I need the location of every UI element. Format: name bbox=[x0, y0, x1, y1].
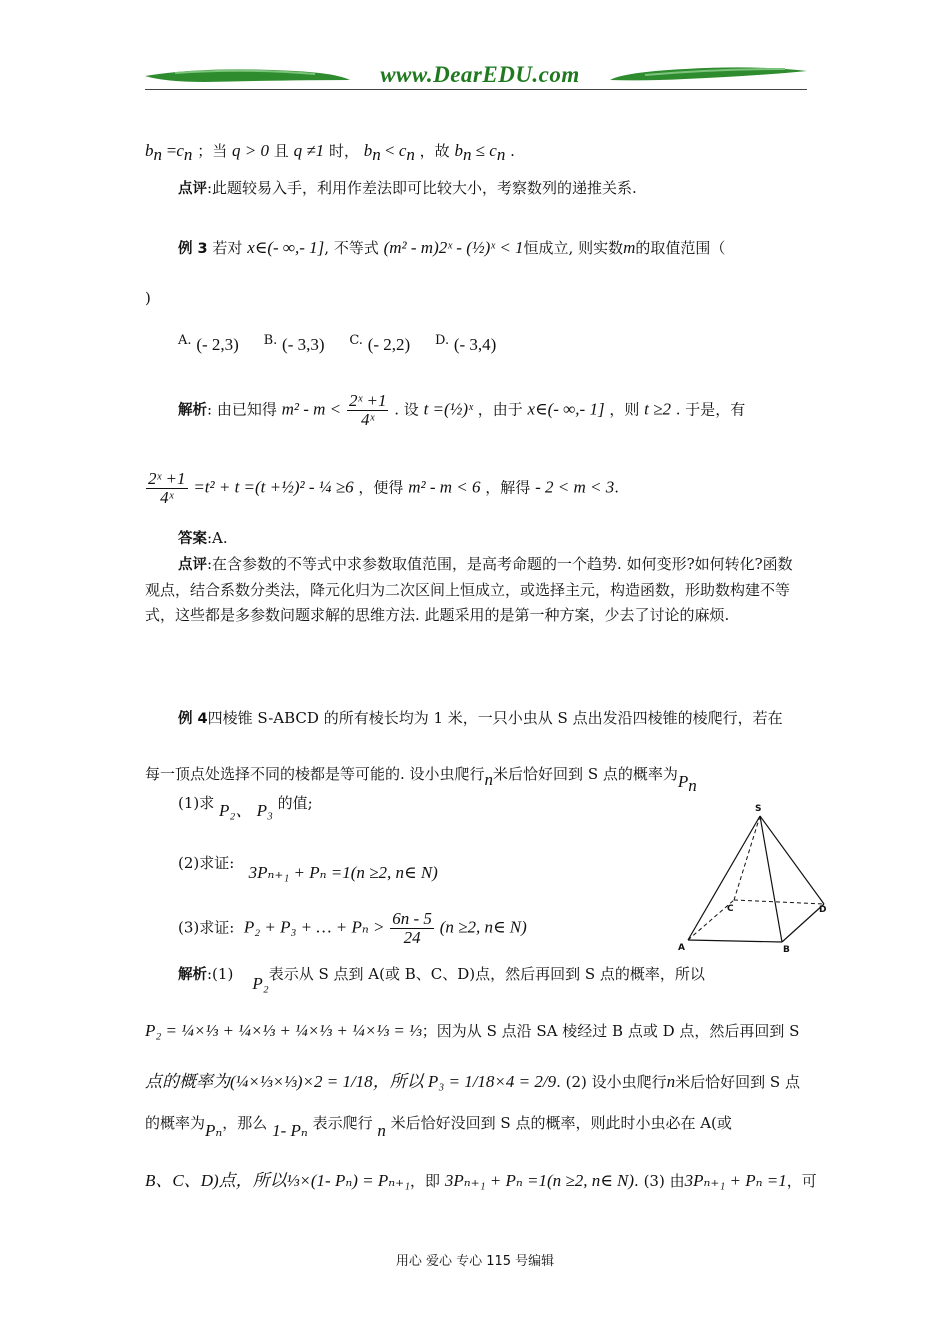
answer-3: 答案:A. bbox=[178, 529, 228, 547]
fraction: $\frac{\text{2ˣ +1}}{\text{4ˣ}}$ bbox=[348, 391, 387, 429]
edge-cd bbox=[734, 900, 824, 904]
example-4-line-1: 例 4四棱锥 S-ABCD 的所有棱长均为 1 米，一只小虫从 S 点出发沿四棱锥的棱爬行，若在 bbox=[178, 709, 783, 727]
comment-3: 点评:在含参数的不等式中求参数取值范围，是高考命题的一个趋势. 如何变形?如何转化?函数观点，结合系数分类法，降元化归为二次区间上恒成立，或选择主元，构造函数，形助数构建不等式，这些都是多参数问题求解的思维方法. 此题采用的是第一种方案，少去了讨论的麻烦. bbox=[145, 555, 793, 624]
edge-sd bbox=[760, 816, 824, 904]
header-rule bbox=[145, 89, 807, 90]
edge-sc bbox=[734, 816, 760, 900]
fraction: $\frac{6n - 5}{24}$ bbox=[392, 909, 432, 947]
label-s: S bbox=[755, 804, 762, 814]
intro-line: $b_n =c_n$ ；当 q > 0 且 q ≠1 时， $b_n < c_n$ ，故 $b_n \le c_n$ . bbox=[145, 141, 515, 164]
label-b: B bbox=[783, 945, 790, 955]
option-c: C. (- 2,2) bbox=[349, 333, 411, 354]
example-3-close: ) bbox=[145, 289, 151, 307]
page-footer: 用心 爱心 专心 115 号编辑 bbox=[395, 1254, 555, 1269]
option-d: D. (- 3,4) bbox=[434, 333, 497, 354]
solution-4-line-3: 点的概率为(¼×⅓×⅓)×2 = 1/18，所以 P₃ = 1/18×4 = 2/9. (2) 设小虫爬行n米后恰好回到 S 点 bbox=[145, 1072, 800, 1091]
label-d: D bbox=[819, 905, 826, 915]
question-1: (1)求 P₂、 P₃ 的值; bbox=[178, 794, 313, 820]
site-title: www.DearEDU.com bbox=[380, 62, 580, 87]
edge-sb bbox=[760, 816, 782, 942]
question-2: (2)求证: 3Pₙ₊₁ + Pₙ =1(n ≥2, n∈ N) bbox=[178, 854, 438, 882]
solution-4-line-5: B、C、D)点，所以⅓×(1- Pₙ) = Pₙ₊₁，即 3Pₙ₊₁ + Pₙ =1(n ≥2, n∈ N). (3) 由3Pₙ₊₁ + Pₙ =1，可 bbox=[145, 1171, 817, 1190]
fraction: $\frac{\text{2ˣ +1}}{\text{4ˣ}}$ bbox=[148, 469, 186, 507]
pyramid-figure bbox=[676, 800, 826, 955]
solution-3-line-1: 解析: 由已知得 m² - m < $\frac{\text{2ˣ +1}}{\text{4ˣ}}$ . 设 t =(½)ˣ ，由于 x∈(- ∞,- 1] ，则 t ≥2 . 于是，有 bbox=[178, 391, 746, 429]
edge-bd bbox=[782, 904, 824, 942]
solution-4-line-1: 解析:(1) P₂表示从 S 点到 A(或 B、C、D)点，然后再回到 S 点的概率，所以 bbox=[178, 965, 705, 993]
comment-1: 点评:此题较易入手，利用作差法即可比较大小，考察数列的递推关系. bbox=[178, 179, 637, 197]
example-3-options bbox=[178, 330, 496, 356]
edge-sa bbox=[688, 816, 760, 940]
question-3: (3)求证: P₂ + P₃ + … + Pₙ > $\frac{6n - 5}{24}$ (n ≥2, n∈ N) bbox=[178, 909, 527, 947]
solution-4-line-2: P₂ = ¼×⅓ + ¼×⅓ + ¼×⅓ + ¼×⅓ = ⅓；因为从 S 点沿 SA 棱经过 B 点或 D 点，然后再回到 S bbox=[145, 1021, 800, 1040]
edge-ab bbox=[688, 940, 782, 942]
option-b: B. (- 3,3) bbox=[263, 333, 325, 354]
label-c: C bbox=[727, 904, 734, 914]
solution-4-line-4: 的概率为Pₙ，那么 1- Pₙ 表示爬行 n 米后恰好没回到 S 点的概率，则此时小虫必在 A(或 bbox=[145, 1114, 732, 1140]
option-a: A. (- 2,3) bbox=[178, 333, 239, 354]
example-3-statement: 例 3 若对 x∈(- ∞,- 1], 不等式 (m² - m)2ˣ - (½)ˣ < 1恒成立, 则实数m的取值范围（ bbox=[178, 238, 726, 257]
label-a: A bbox=[678, 943, 685, 953]
solution-3-line-2: $\frac{\text{2ˣ +1}}{\text{4ˣ}}$ =t² + t =(t +½)² - ¼ ≥6 ，便得 m² - m < 6 ，解得 - 2 < m < 3. bbox=[148, 469, 620, 507]
example-4-line-2: 每一顶点处选择不同的棱都是等可能的. 设小虫爬行n米后恰好回到 S 点的概率为$P_n$ bbox=[145, 765, 697, 795]
